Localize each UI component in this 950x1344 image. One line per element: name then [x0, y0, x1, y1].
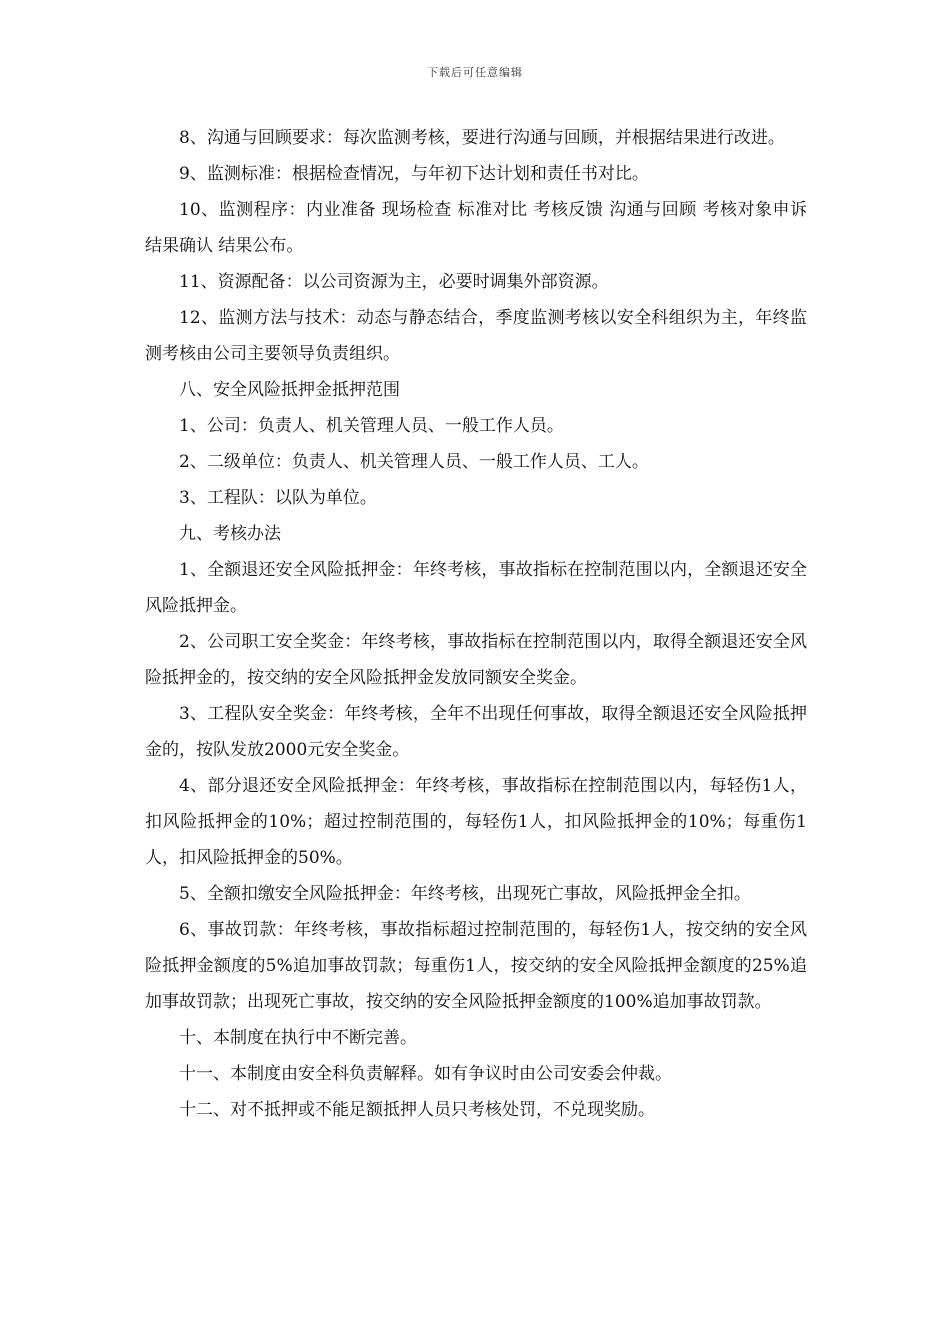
paragraph-scope-3: 3、工程队：以队为单位。: [179, 488, 377, 508]
paragraph-item-11: 11、资源配备：以公司资源为主，必要时调集外部资源。: [179, 272, 609, 292]
section-heading-8: 八、安全风险抵押金抵押范围: [179, 380, 400, 400]
paragraph-scope-1: 1、公司：负责人、机关管理人员、一般工作人员。: [179, 416, 564, 436]
paragraph-item-8: 8、沟通与回顾要求：每次监测考核，要进行沟通与回顾，并根据结果进行改进。: [179, 128, 785, 148]
paragraph-method-4: 4、部分退还安全风险抵押金：年终考核，事故指标在控制范围以内，每轻伤1人，扣风险抵押金的10%；超过控制范围的，每轻伤1人，扣风险抵押金的10%；每重伤1人，扣风险抵押金的50%。: [145, 776, 807, 868]
section-heading-12: 十二、对不抵押或不能足额抵押人员只考核处罚，不兑现奖励。: [179, 1100, 655, 1120]
paragraph-scope-2: 2、二级单位：负责人、机关管理人员、一般工作人员、工人。: [179, 452, 649, 472]
paragraph-item-12: 12、监测方法与技术：动态与静态结合，季度监测考核以安全科组织为主，年终监测考核由公司主要领导负责组织。: [145, 308, 807, 364]
paragraph-method-5: 5、全额扣缴安全风险抵押金：年终考核，出现死亡事故，风险抵押金全扣。: [179, 884, 751, 904]
page-header-note: 下载后可任意编辑: [427, 66, 523, 79]
section-heading-11: 十一、本制度由安全科负责解释。如有争议时由公司安委会仲裁。: [179, 1064, 672, 1084]
document-body: [145, 120, 807, 1128]
section-heading-9: 九、考核办法: [179, 524, 281, 544]
paragraph-method-1: 1、全额退还安全风险抵押金：年终考核，事故指标在控制范围以内，全额退还安全风险抵押金。: [145, 560, 807, 616]
paragraph-method-3: 3、工程队安全奖金：年终考核，全年不出现任何事故，取得全额退还安全风险抵押金的，按队发放2000元安全奖金。: [145, 704, 807, 760]
paragraph-item-10: 10、监测程序：内业准备 现场检查 标准对比 考核反馈 沟通与回顾 考核对象申诉 结果确认 结果公布。: [145, 200, 807, 256]
paragraph-method-6: 6、事故罚款：年终考核，事故指标超过控制范围的，每轻伤1人，按交纳的安全风险抵押金额度的5%追加事故罚款；每重伤1人，按交纳的安全风险抵押金额度的25%追加事故罚款；出现死亡事故，按交纳的安全风险抵押金额度的100%追加事故罚款。: [145, 920, 807, 1012]
paragraph-item-9: 9、监测标准：根据检查情况，与年初下达计划和责任书对比。: [179, 164, 649, 184]
section-heading-10: 十、本制度在执行中不断完善。: [179, 1028, 417, 1048]
paragraph-method-2: 2、公司职工安全奖金：年终考核，事故指标在控制范围以内，取得全额退还安全风险抵押金的，按交纳的安全风险抵押金发放同额安全奖金。: [145, 632, 807, 688]
